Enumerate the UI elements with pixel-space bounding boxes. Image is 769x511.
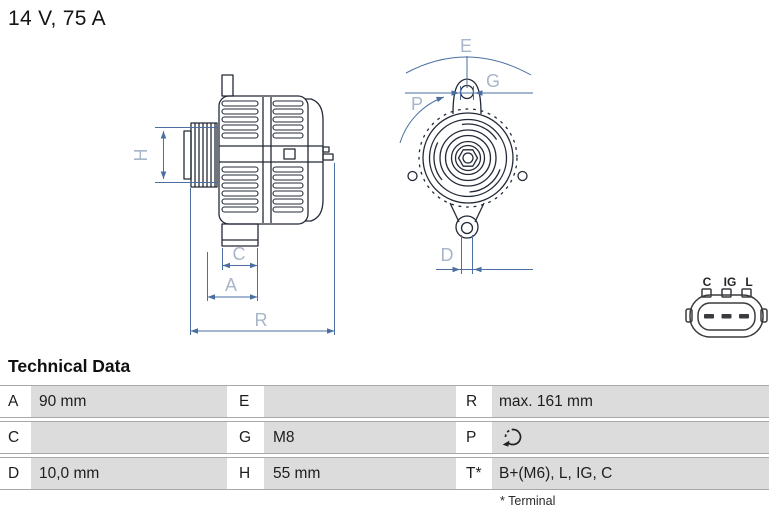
spec-value-c	[31, 422, 227, 453]
spec-key-h: H	[227, 458, 264, 489]
rating-text: 14 V, 75 A	[8, 7, 106, 30]
rotation-direction-icon	[499, 426, 526, 449]
dimension-e	[405, 36, 533, 100]
connector-diagram	[686, 275, 767, 337]
dim-label-d: D	[440, 245, 454, 265]
spec-key-p: P	[456, 422, 492, 453]
shaft-hex-nut	[459, 150, 478, 166]
technical-data-title: Technical Data	[8, 356, 131, 376]
spec-key-g: G	[227, 422, 264, 453]
connector-pin-label-c: C	[702, 275, 712, 289]
spec-value-h: 55 mm	[264, 458, 456, 489]
dimension-c	[223, 244, 258, 270]
spec-value-d: 10,0 mm	[31, 458, 227, 489]
dim-label-p: P	[410, 94, 424, 114]
spec-value-e	[264, 386, 456, 417]
table-row	[0, 421, 769, 454]
spec-key-t: T*	[456, 458, 492, 489]
terminal-footnote: * Terminal	[500, 494, 556, 508]
connector-pin-label-l: L	[745, 275, 753, 289]
spec-key-a: A	[0, 386, 31, 417]
spec-key-c: C	[0, 422, 31, 453]
spec-value-t: B+(M6), L, IG, C	[492, 458, 769, 489]
spec-key-e: E	[227, 386, 264, 417]
connector-pin-label-ig: IG	[723, 275, 737, 289]
spec-value-r: max. 161 mm	[492, 386, 769, 417]
spec-key-d: D	[0, 458, 31, 489]
bottom-mounting-lug	[456, 216, 478, 238]
side-view-drawing	[131, 75, 335, 335]
spec-value-p	[492, 422, 769, 453]
front-view-drawing	[400, 36, 533, 274]
spec-value-a: 90 mm	[31, 386, 227, 417]
technical-data-section	[0, 356, 769, 508]
dim-label-h: H	[131, 148, 151, 162]
dimension-h	[131, 128, 218, 183]
dim-label-r: R	[254, 310, 268, 330]
table-row	[0, 385, 769, 418]
dim-label-g: G	[485, 71, 501, 91]
dim-label-e: E	[459, 36, 473, 56]
spec-value-g: M8	[264, 422, 456, 453]
dim-label-c: C	[232, 244, 246, 264]
dimension-d	[436, 235, 533, 274]
dim-label-a: A	[224, 275, 238, 295]
spec-key-r: R	[456, 386, 492, 417]
table-row	[0, 457, 769, 490]
